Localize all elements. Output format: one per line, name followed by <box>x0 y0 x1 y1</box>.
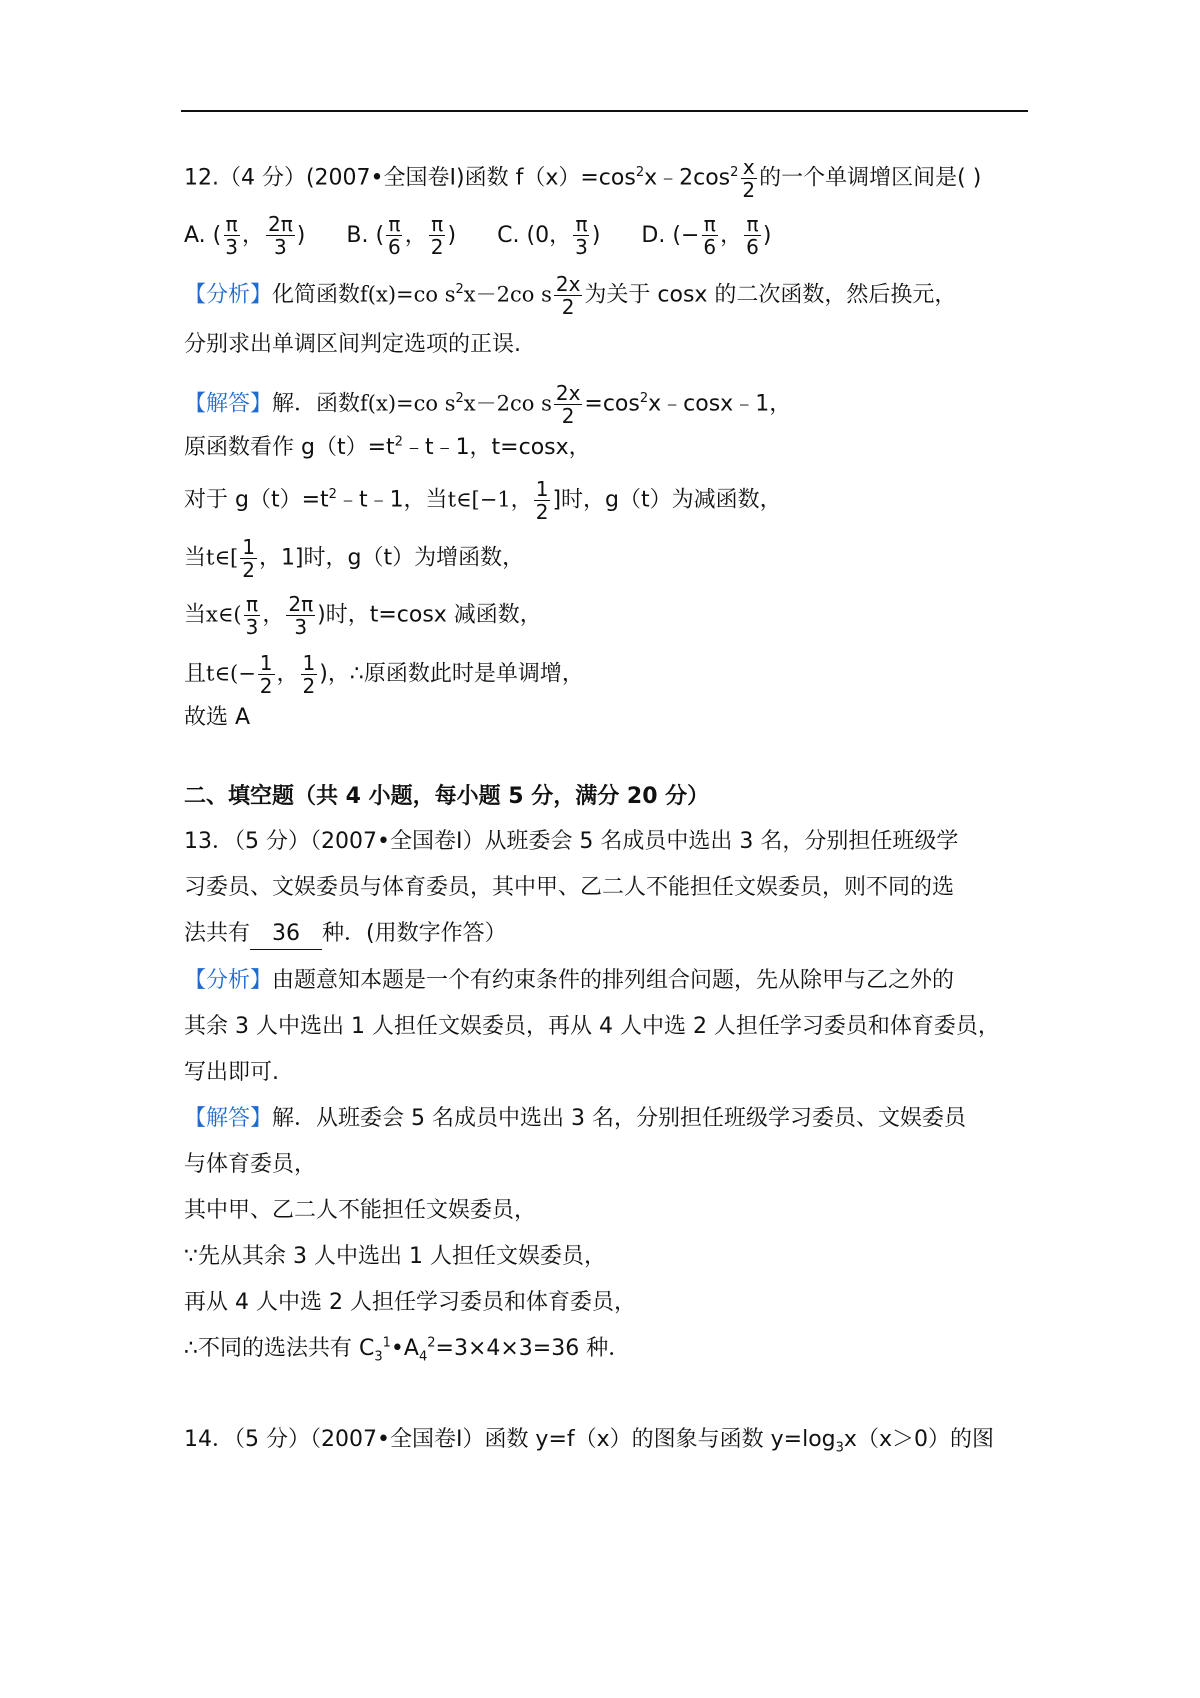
q14-line1: 14．（5 分）（2007•全国卷Ⅰ）函数 y=f（x）的图象与函数 $y=\log_3x(x>0)$的图 <box>184 1427 994 1456</box>
q13-answer-line4: ∵先从其余 3 人中选出 1 人担任文娱委员， <box>184 1244 606 1269</box>
q13-analysis-line3: 写出即可. <box>184 1060 279 1085</box>
q13-answer-line2: 与体育委员， <box>184 1152 317 1177</box>
fraction: $\frac{x}{2}$ <box>742 155 756 202</box>
section-heading: 二、填空题（共 4 小题，每小题 5 分，满分 20 分） <box>184 784 710 809</box>
option-c: C. (0， $\frac{\pi}{3}$ ) <box>497 212 601 259</box>
analysis-tag: 【分析】 <box>184 282 273 308</box>
answer-blank: 36 <box>250 919 322 950</box>
q12-answer-line1: 【解答】解．函数f(x)=co $s^2x-2co$ s $\frac{2x}{2}$ $=\cos^2x﹣\cos x﹣1$， <box>184 381 792 428</box>
option-b: B. ( $\frac{\pi}{6}$ ， $\frac{\pi}{2}$ ) <box>346 212 457 259</box>
q12-final: 故选 A <box>184 705 251 730</box>
q13-line3: 法共有 36 种．(用数字作答） <box>184 919 507 950</box>
q13-analysis-line1: 【分析】由题意知本题是一个有约束条件的排列组合问题，先从除甲与乙之外的 <box>184 968 955 993</box>
q12-stem: 12.（4 分）(2007•全国卷Ⅰ)函数 $f(x)=\cos^2x﹣2\cos^2$ $\frac{x}{2}$ 的一个单调增区间是( ) <box>184 155 982 202</box>
answer-tag: 【解答】 <box>184 391 273 417</box>
q12-answer-line4: 当t∈[ $\frac{1}{2}$ ，1]时，g（t）为增函数， <box>184 535 525 582</box>
q12-answer-line5: 当x∈( $\frac{\pi}{3}$ ， $\frac{2\pi}{3}$ )时，t=cosx 减函数， <box>184 592 542 639</box>
analysis-tag: 【分析】 <box>184 968 273 993</box>
option-d: D. (− $\frac{\pi}{6}$ ， $\frac{\pi}{6}$ ) <box>641 212 772 259</box>
q13-analysis-line2: 其余 3 人中选出 1 人担任文娱委员，再从 4 人中选 2 人担任学习委员和体育委员， <box>184 1014 1000 1039</box>
q12-options <box>184 213 771 258</box>
q13-answer-line5: 再从 4 人中选 2 人担任学习委员和体育委员， <box>184 1290 636 1315</box>
q13-answer-line1: 【解答】解．从班委会 5 名成员中选出 3 名，分别担任班级学习委员、文娱委员 <box>184 1106 966 1131</box>
q12-answer-line2: 原函数看作 $g(t)=t^2﹣t﹣1$，t=cosx， <box>184 434 591 460</box>
q12-answer-line6: 且t∈(− $\frac{1}{2}$ ， $\frac{1}{2}$ )，∴原函数此时是单调增， <box>184 651 584 698</box>
q12-analysis-line2: 分别求出单调区间判定选项的正误. <box>184 332 521 357</box>
q13-answer-line3: 其中甲、乙二人不能担任文娱委员， <box>184 1198 537 1223</box>
header-rule <box>181 110 1028 112</box>
q12-answer-line3: 对于 $g(t)=t^2﹣t﹣1$，当t∈[−1， $\frac{1}{2}$ ]时，g（t）为减函数， <box>184 477 782 524</box>
option-a: A. ( $\frac{\pi}{3}$ ， $\frac{2\pi}{3}$ ) <box>184 212 306 259</box>
answer-tag: 【解答】 <box>184 1106 273 1131</box>
q13-line2: 习委员、文娱委员与体育委员，其中甲、乙二人不能担任文娱委员，则不同的选 <box>184 875 955 900</box>
q13-answer-line6: ∴不同的选法共有 $C_3^1•A_4^2=3\times 4\times 3=36$ 种． <box>184 1335 631 1365</box>
q13-line1: 13．（5 分）（2007•全国卷Ⅰ）从班委会 5 名成员中选出 3 名，分别担任班级学 <box>184 829 959 854</box>
q12-analysis-line1: 【分析】化简函数f(x)=co $s^2x-2co$ s $\frac{2x}{2}$ 为关于 cosx 的二次函数，然后换元， <box>184 272 957 319</box>
